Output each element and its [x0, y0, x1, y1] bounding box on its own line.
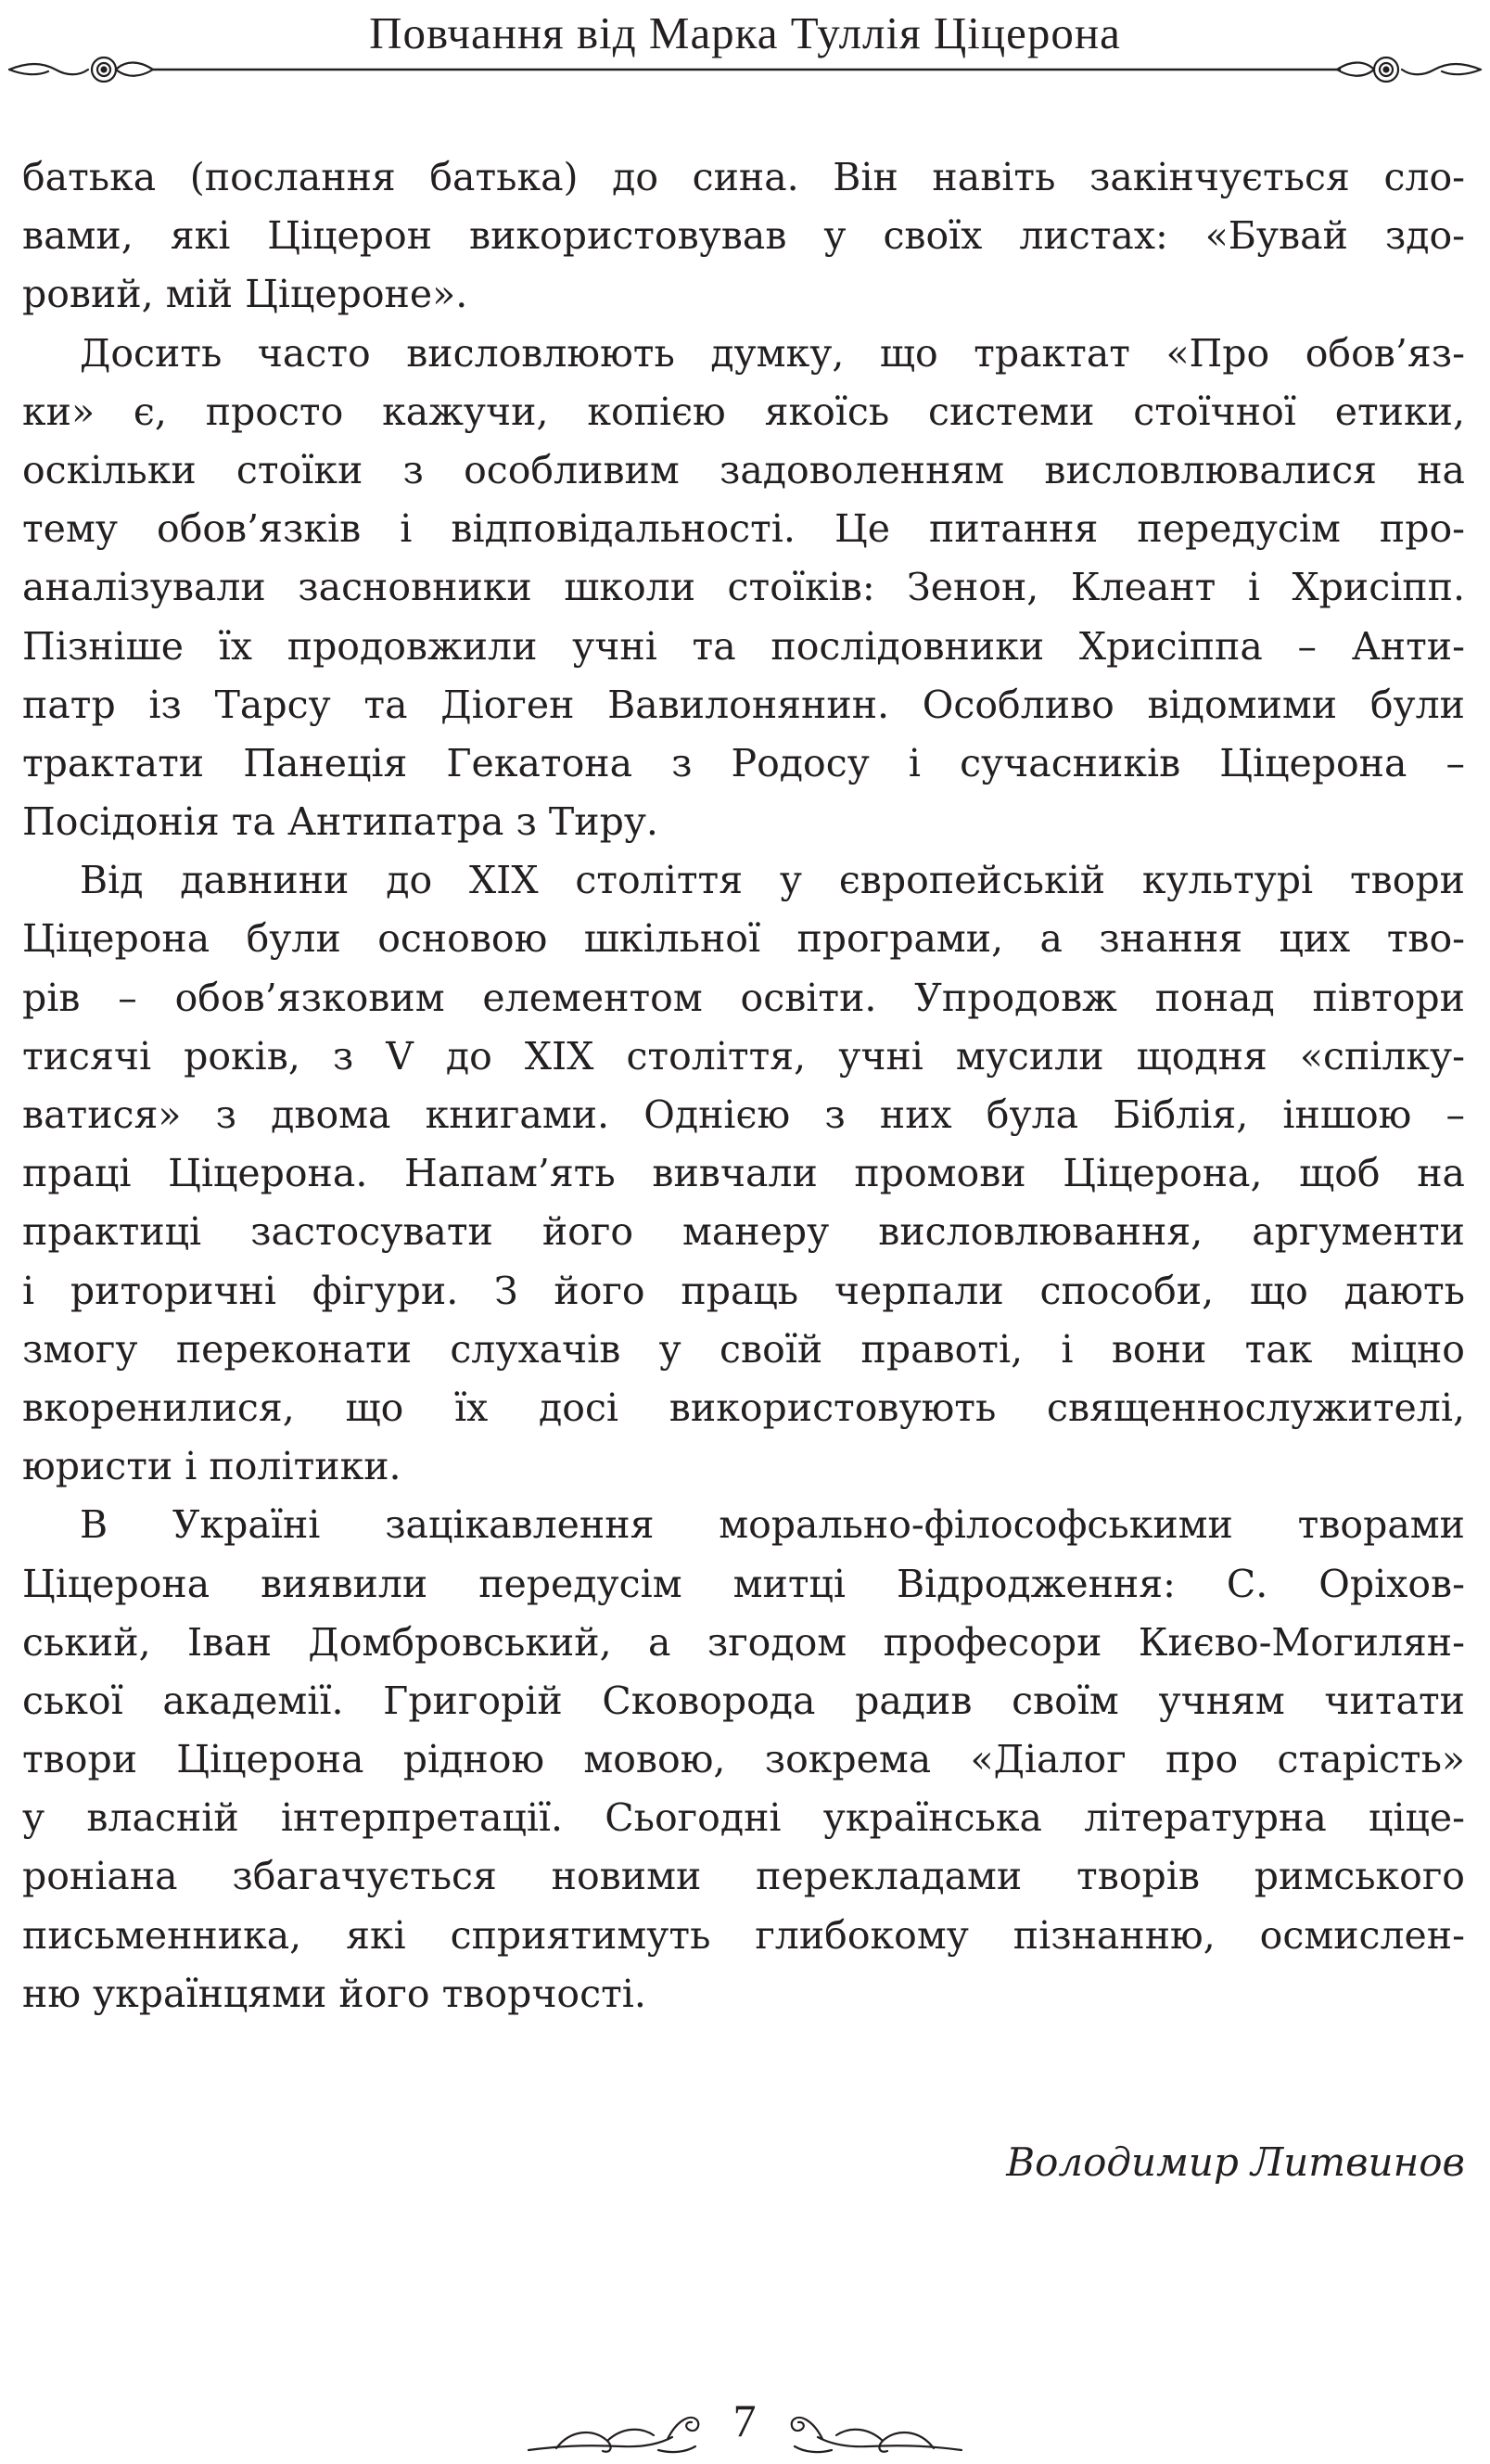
text-line: батька (послання батька) до сина. Він навіть закінчується сло- [22, 155, 1465, 199]
text-line: ської академії. Григорій Сковорода радив своїм учням читати [22, 1678, 1465, 1723]
text-line: аналізували засновники школи стоїків: Зенон, Клеант і Хрисіпп. [22, 565, 1465, 610]
text-line: праці Ціцерона. Напам’ять вивчали промови Ціцерона, щоб на [22, 1151, 1465, 1196]
text-line: Ціцерона виявили передусім митці Відродження: С. Оріхов- [22, 1561, 1465, 1606]
paragraph-3 [22, 851, 1465, 1496]
running-title: Повчання від Марка Туллія Ціцерона [369, 7, 1121, 58]
text-line: Від давнини до XIX століття у європейській культурі твори [80, 858, 1465, 903]
text-line: вкоренилися, що їх досі використовують священнослужителі, [22, 1385, 1465, 1430]
text-line: практиці застосувати його манеру висловлювання, аргументи [22, 1209, 1465, 1255]
text-line: роніана збагачується новими перекладами творів римського [22, 1854, 1465, 1899]
footer-right-flourish-icon [785, 2393, 971, 2464]
header-rule-ornament [0, 51, 1490, 88]
footer-left-flourish-icon [519, 2393, 705, 2464]
text-line: В Україні зацікавлення морально-філософськими творами [80, 1502, 1465, 1548]
text-line: Досить часто висловлюють думку, що трактат «Про обов’яз- [80, 330, 1465, 376]
paragraph-1 [22, 148, 1465, 325]
text-line: ватися» з двома книгами. Однією з них була Біблія, іншою – [22, 1092, 1465, 1137]
text-line: юристи і політики. [22, 1444, 401, 1489]
text-line: письменника, які сприятимуть глибокому пізнанню, осмислен- [22, 1912, 1465, 1958]
text-line: у власній інтерпретації. Сьогодні українська літературна ціце- [22, 1795, 1465, 1841]
running-header [0, 0, 1490, 83]
text-line: ню українцями його творчості. [22, 1971, 646, 2016]
text-line: рів – обов’язковим елементом освіти. Упродовж понад півтори [22, 975, 1465, 1020]
text-line: ровий, мій Ціцероне». [22, 272, 468, 317]
page-number: 7 [732, 2394, 757, 2446]
text-line: ський, Іван Домбровський, а згодом професори Києво-Могилян- [22, 1619, 1465, 1665]
text-line: тисячі років, з V до XIX століття, учні мусили щодня «спілку- [22, 1033, 1465, 1079]
right-scroll-icon [1337, 57, 1481, 82]
text-line: змогу переконати слухачів у своїй правоті, і вони так міцно [22, 1326, 1465, 1372]
author-signature: Володимир Литвинов [1006, 2139, 1465, 2185]
text-line: тему обов’язків і відповідальності. Це питання передусім про- [22, 506, 1465, 552]
text-line: Посідонія та Антипатра з Тиру. [22, 799, 658, 845]
text-line: вами, які Ціцерон використовував у своїх листах: «Бувай здо- [22, 213, 1465, 259]
text-line: трактати Панеція Гекатона з Родосу і сучасників Ціцерона – [22, 740, 1465, 785]
text-line: і риторичні фігури. З його праць черпали способи, що дають [22, 1268, 1465, 1313]
text-line: патр із Тарсу та Діоген Вавилонянин. Особливо відомими були [22, 682, 1465, 727]
body-text [22, 148, 1465, 2024]
text-line: Пізніше їх продовжили учні та послідовники Хрисіппа – Анти- [22, 623, 1465, 669]
paragraph-2 [22, 325, 1465, 852]
text-line: Ціцерона були основою шкільної програми, а знання цих тво- [22, 916, 1465, 962]
text-line: оскільки стоїки з особливим задоволенням висловлювалися на [22, 447, 1465, 492]
text-line: твори Ціцерона рідною мовою, зокрема «Діалог про старість» [22, 1737, 1465, 1782]
left-scroll-icon [9, 57, 153, 82]
paragraph-4 [22, 1496, 1465, 2024]
text-line: ки» є, просто кажучи, копією якоїсь системи стоїчної етики, [22, 389, 1465, 434]
